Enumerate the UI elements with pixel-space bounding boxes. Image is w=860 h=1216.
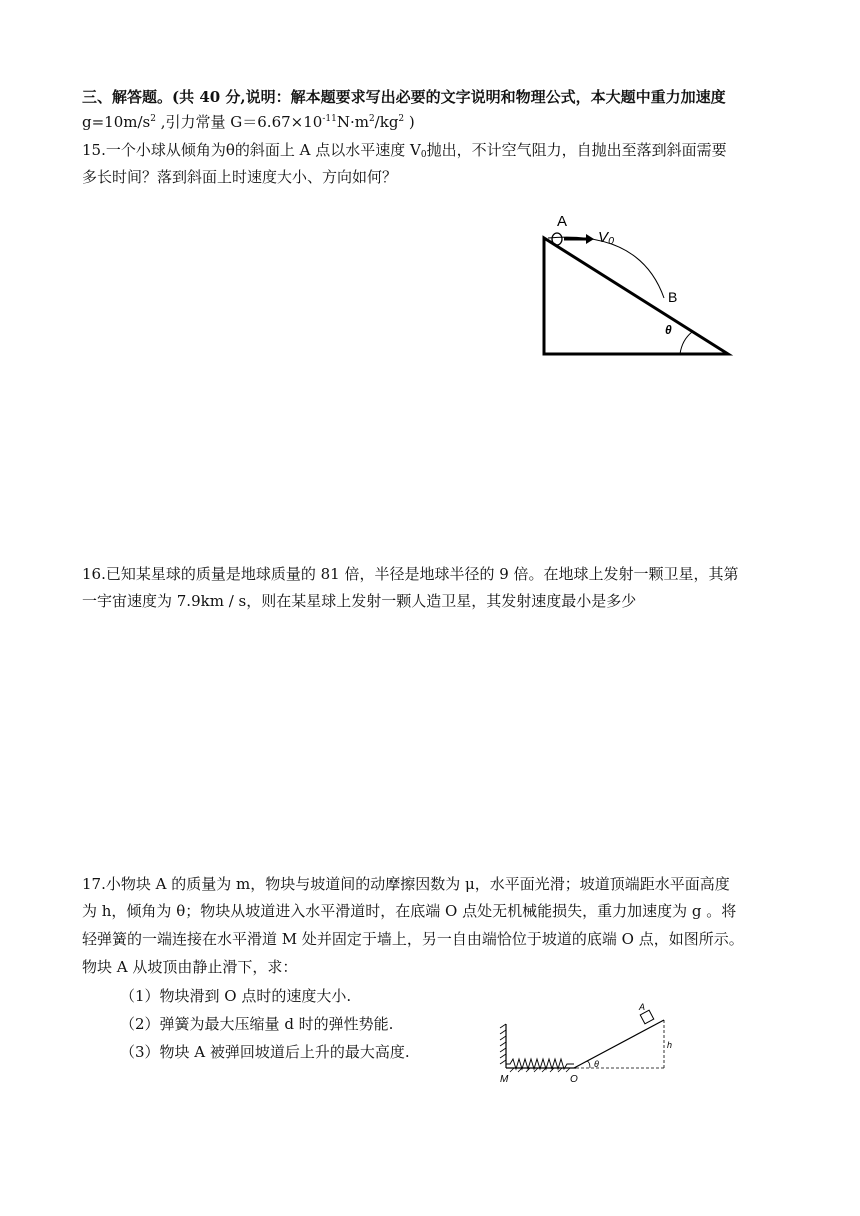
velocity-arrowhead bbox=[586, 234, 594, 244]
heading-exp4: 2 bbox=[398, 114, 405, 124]
q17-line1 bbox=[82, 873, 730, 895]
heading-exp2: -11 bbox=[322, 114, 337, 124]
q17-item-2: （2）弹簧为最大压缩量 d 时的弹性势能. bbox=[120, 1015, 394, 1033]
label-a: A bbox=[557, 213, 568, 230]
ball bbox=[552, 233, 562, 245]
incline-triangle bbox=[544, 238, 728, 354]
q15-text-b: 抛出，不计空气阻力，自抛出至落到斜面需要 bbox=[426, 141, 727, 159]
q16-text-line1: 16.已知某星球的质量是地球质量的 81 倍，半径是地球半径的 9 倍。在地球上发射一颗卫星，其第 bbox=[82, 565, 739, 583]
heading-unit: N·m bbox=[336, 113, 369, 131]
q15-sub: 0 bbox=[420, 150, 427, 160]
q15-line1 bbox=[82, 139, 727, 161]
label-theta: θ bbox=[594, 1059, 599, 1069]
theta-arc bbox=[680, 332, 692, 354]
q17-item-1: （1）物块滑到 O 点时的速度大小. bbox=[120, 987, 352, 1005]
section-heading-line1 bbox=[82, 86, 726, 108]
q17-spring-ramp-figure bbox=[494, 1000, 684, 1090]
q17-text-line4: 物块 A 从坡顶由静止滑下，求： bbox=[82, 958, 298, 976]
heading-end: ) bbox=[404, 113, 415, 131]
q17-text-line3: 轻弹簧的一端连接在水平滑道 M 处并固定于墙上，另一自由端恰位于坡道的底端 O 点，如图所示。 bbox=[82, 930, 744, 948]
q15-incline-figure bbox=[540, 210, 740, 360]
q17-line2 bbox=[82, 900, 736, 922]
projectile-trajectory bbox=[548, 237, 664, 298]
spring bbox=[506, 1059, 574, 1069]
label-theta: θ bbox=[665, 323, 672, 337]
heading-gravity: g=10m/s bbox=[82, 113, 151, 131]
label-h: h bbox=[667, 1040, 673, 1050]
heading-exp3: 2 bbox=[368, 114, 375, 124]
section-heading-line2 bbox=[82, 111, 415, 133]
q15-text-a: 15.一个小球从倾角为θ的斜面上 A 点以水平速度 V bbox=[82, 141, 421, 159]
theta-arc bbox=[587, 1061, 590, 1068]
label-v0: V₀ bbox=[598, 229, 615, 246]
q17-item-3: （3）物块 A 被弹回坡道后上升的最大高度. bbox=[120, 1043, 410, 1061]
q17-line4 bbox=[82, 956, 297, 978]
q17-text-line2: 为 h，倾角为 θ；物块从坡道进入水平滑道时，在底端 O 点处无机械能损失，重力加速度为 g 。将 bbox=[82, 902, 737, 920]
section-heading-text: 三、解答题。(共 40 分,说明：解本题要求写出必要的文字说明和物理公式，本大题中重力加速度 bbox=[82, 88, 726, 106]
q15-line2 bbox=[82, 166, 397, 188]
heading-unit2: /kg bbox=[374, 113, 399, 131]
heading-exp: 2 bbox=[150, 114, 156, 124]
wall-hatching bbox=[500, 1024, 506, 1064]
q17-line3 bbox=[82, 928, 744, 950]
q15-text-line2: 多长时间？落到斜面上时速度大小、方向如何？ bbox=[82, 168, 398, 186]
label-b: B bbox=[668, 289, 678, 305]
label-m: M bbox=[500, 1074, 509, 1085]
label-o: O bbox=[570, 1074, 578, 1085]
block-a bbox=[640, 1010, 654, 1024]
heading-gconst: ,引力常量 G＝6.67×10 bbox=[155, 113, 323, 131]
q16-text-line2: 一宇宙速度为 7.9km / s，则在某星球上发射一颗人造卫星，其发射速度最小是多少 bbox=[82, 592, 637, 610]
q16-line2 bbox=[82, 590, 636, 612]
label-a: A bbox=[639, 1002, 646, 1012]
q16-line1 bbox=[82, 563, 739, 585]
q17-text-line1: 17.小物块 A 的质量为 m，物块与坡道间的动摩擦因数为 μ，水平面光滑；坡道顶端距水平面高度 bbox=[82, 875, 730, 893]
